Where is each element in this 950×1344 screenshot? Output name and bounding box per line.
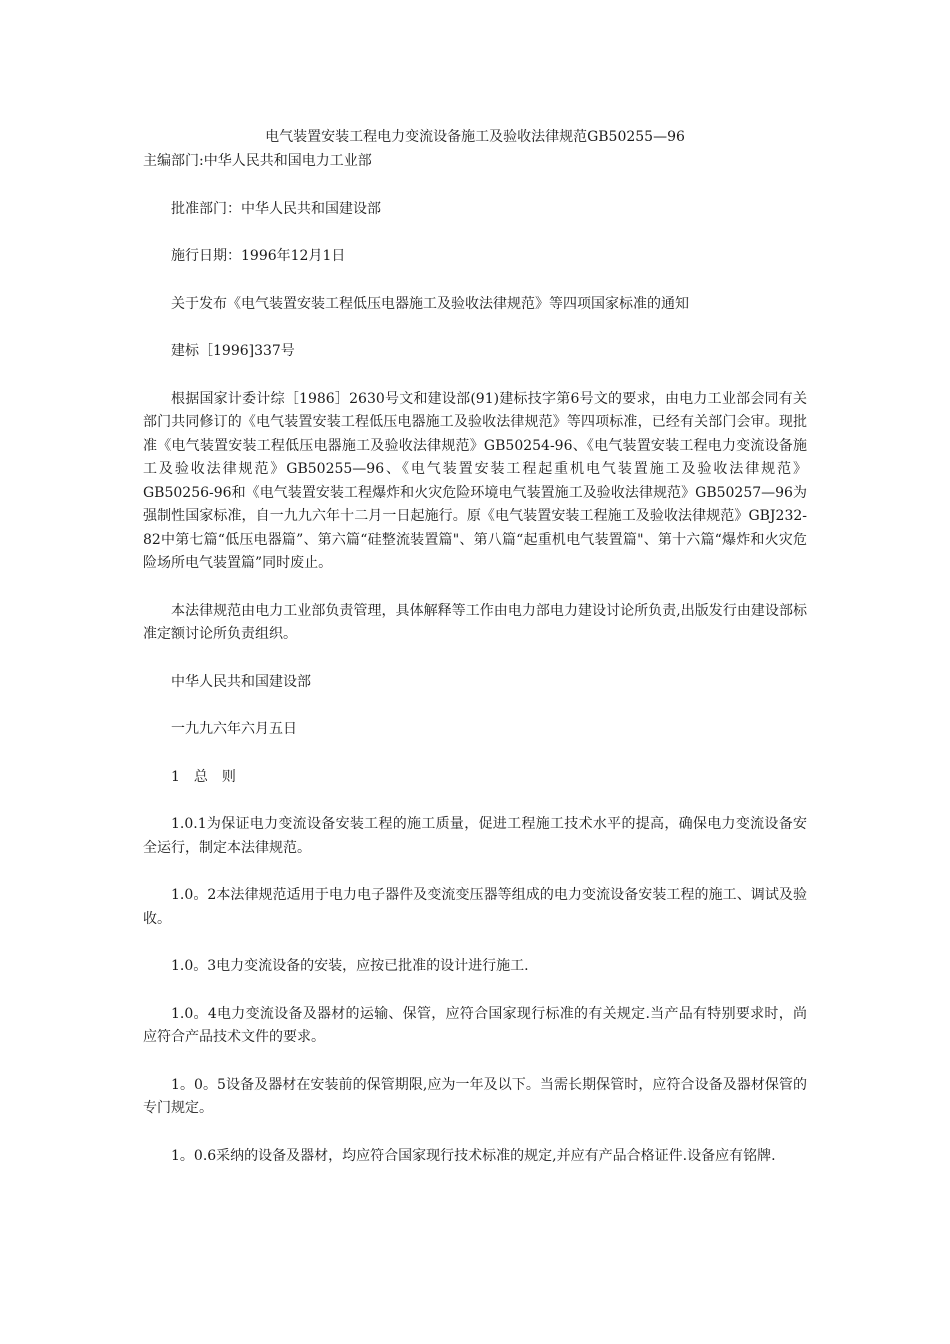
notice-number: 建标［1996]337号 [171, 343, 295, 359]
approval-dept-line: 批准部门：中华人民共和国建设部 [171, 200, 381, 217]
chief-editor-line: 主编部门:中华人民共和国电力工业部 [143, 153, 372, 169]
clause-1-0-1: 1.0.1为保证电力变流设备安装工程的施工质量，促进工程施工技术水平的提高，确保电力变流设备安全运行，制定本法律规范。 [143, 816, 807, 856]
clause-1-0-4: 1.0。4电力变流设备及器材的运输、保管，应符合国家现行标准的有关规定.当产品有特别要求时，尚应符合产品技术文件的要求。 [143, 1005, 807, 1045]
management-paragraph: 本法律规范由电力工业部负责管理，具体解释等工作由电力部电力建设讨论所负责,出版发行由建设部标准定额讨论所负责组织。 [143, 602, 807, 642]
issue-date: 一九九六年六月五日 [171, 721, 297, 737]
document-body [143, 150, 807, 1192]
clause-1-0-3: 1.0。3电力变流设备的安装，应按已批准的设计进行施工. [171, 958, 529, 974]
clause-1-0-6: 1。0.6采纳的设备及器材，均应符合国家现行技术标准的规定,并应有产品合格证件.设备应有铭牌. [171, 1147, 776, 1164]
effective-date-line: 施行日期：1996年12月1日 [171, 248, 346, 264]
clause-1-0-5: 1。0。5设备及器材在安装前的保管期限,应为一年及以下。当需长期保管时，应符合设备及器材保管的专门规定。 [143, 1076, 807, 1116]
clause-1-0-2: 1.0。2本法律规范适用于电力电子器件及变流变压器等组成的电力变流设备安装工程的施工、调试及验收。 [143, 887, 807, 927]
notice-title: 关于发布《电气装置安装工程低压电器施工及验收法律规范》等四项国家标准的通知 [171, 295, 689, 312]
notice-body: 根据国家计委计综［1986］2630号文和建设部(91)建标技字第6号文的要求，由电力工业部会同有关部门共同修订的《电气装置安装工程低压电器施工及验收法律规范》等四项标准，已经有关部门会审。现批准《电气装置安装工程低压电器施工及验收法律规范》GB50254-96、《电气装置安装工程电力变流设备施工及验收法律规范》GB50255—96、《电气装置安装工程起重机电气装置施工及验收法律规范》GB50256-96和《电气装置安装工程爆炸和火灾危险环境电气装置施工及验收法律规范》GB50257—96为强制性国家标准，自一九九六年十二月一日起施行。原《电气装置安装工程施工及验收法律规范》GBJ232-82中第七篇“低压电器篇”、第六篇“硅整流装置篇"、第八篇“起重机电气装置篇"、第十六篇“爆炸和火灾危险场所电气装置篇”同时废止。 [143, 390, 807, 571]
document-title: 电气装置安装工程电力变流设备施工及验收法律规范GB50255—96 [265, 129, 685, 145]
chapter-heading: 1 总 则 [171, 768, 236, 785]
issuing-authority: 中华人民共和国建设部 [171, 673, 311, 690]
